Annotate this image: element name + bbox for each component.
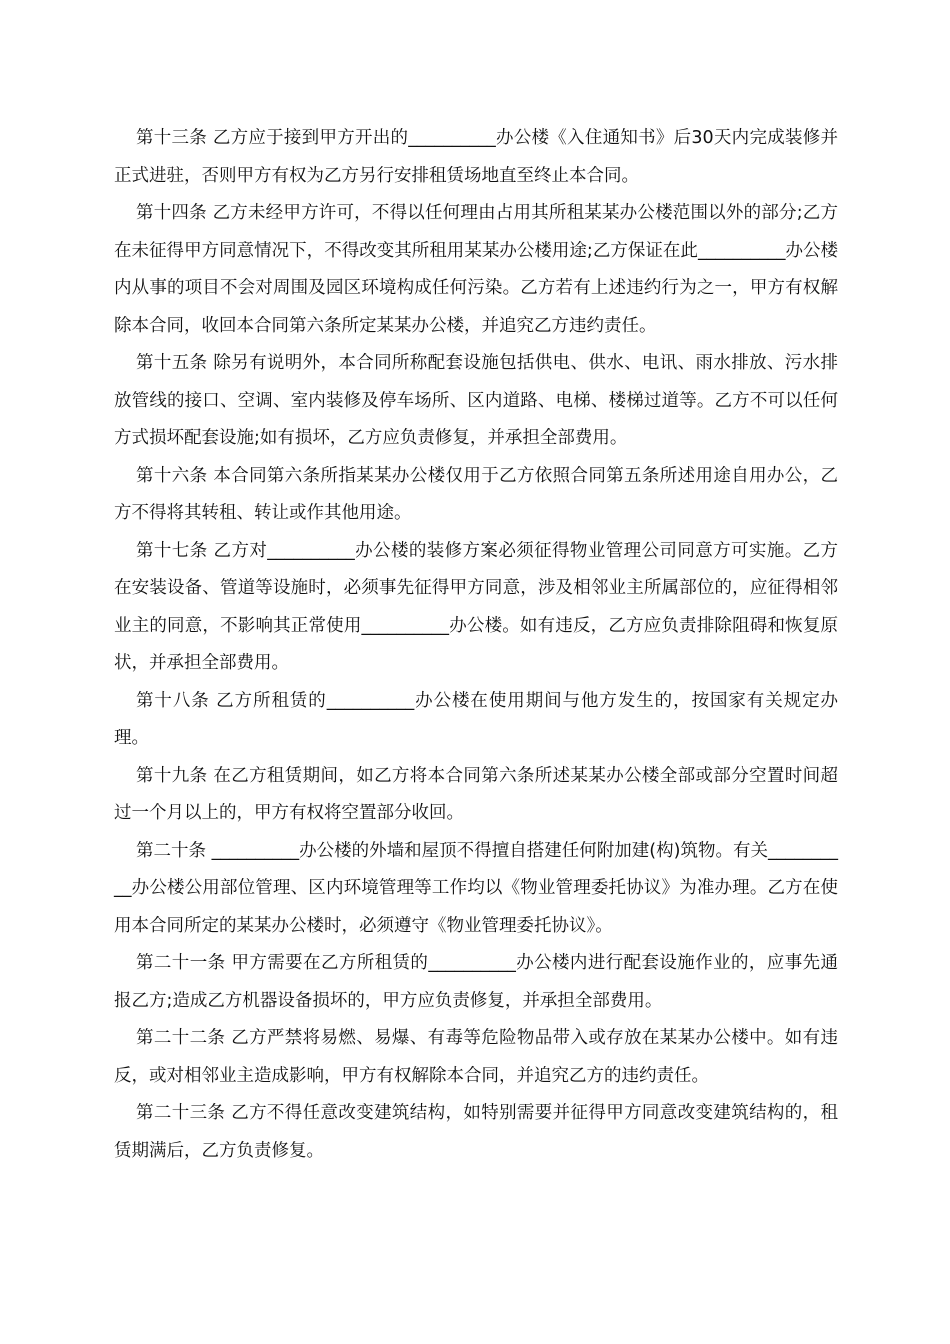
article-18-paragraph: 第十八条 乙方所租赁的__________办公楼在使用期间与他方发生的，按国家有关规定办理。 bbox=[114, 690, 838, 748]
article-22-paragraph: 第二十二条 乙方严禁将易燃、易爆、有毒等危险物品带入或存放在某某办公楼中。如有违反，或对相邻业主造成影响，甲方有权解除本合同，并追究乙方的违约责任。 bbox=[114, 1028, 838, 1086]
article-13-paragraph: 第十三条 乙方应于接到甲方开出的__________办公楼《入住通知书》后30天内完成装修并正式进驻，否则甲方有权为乙方另行安排租赁场地直至终止本合同。 bbox=[114, 128, 838, 186]
article-15-paragraph: 第十五条 除另有说明外，本合同所称配套设施包括供电、供水、电讯、雨水排放、污水排放管线的接口、空调、室内装修及停车场所、区内道路、电梯、楼梯过道等。乙方不可以任何方式损坏配套设施;如有损坏，乙方应负责修复，并承担全部费用。 bbox=[114, 353, 838, 448]
document-body bbox=[114, 120, 838, 1170]
article-20-paragraph: 第二十条 __________办公楼的外墙和屋顶不得擅自搭建任何附加建(构)筑物。有关__________办公楼公用部位管理、区内环境管理等工作均以《物业管理委托协议》为准办理。乙方在使用本合同所定的某某办公楼时，必须遵守《物业管理委托协议》。 bbox=[114, 840, 838, 936]
article-23-paragraph: 第二十三条 乙方不得任意改变建筑结构，如特别需要并征得甲方同意改变建筑结构的，租赁期满后，乙方负责修复。 bbox=[114, 1103, 838, 1161]
article-16-paragraph: 第十六条 本合同第六条所指某某办公楼仅用于乙方依照合同第五条所述用途自用办公，乙方不得将其转租、转让或作其他用途。 bbox=[114, 465, 838, 523]
article-17-paragraph: 第十七条 乙方对__________办公楼的装修方案必须征得物业管理公司同意方可实施。乙方在安装设备、管道等设施时，必须事先征得甲方同意，涉及相邻业主所属部位的，应征得相邻业主的同意，不影响其正常使用__________办公楼。如有违反，乙方应负责排除阻碍和恢复原状，并承担全部费用。 bbox=[114, 540, 838, 673]
article-21-paragraph: 第二十一条 甲方需要在乙方所租赁的__________办公楼内进行配套设施作业的，应事先通报乙方;造成乙方机器设备损坏的，甲方应负责修复，并承担全部费用。 bbox=[114, 953, 838, 1011]
article-19-paragraph: 第十九条 在乙方租赁期间，如乙方将本合同第六条所述某某办公楼全部或部分空置时间超过一个月以上的，甲方有权将空置部分收回。 bbox=[114, 765, 838, 823]
article-14-paragraph: 第十四条 乙方未经甲方许可，不得以任何理由占用其所租某某办公楼范围以外的部分;乙方在未征得甲方同意情况下，不得改变其所租用某某办公楼用途;乙方保证在此__________办公楼内从事的项目不会对周围及园区环境构成任何污染。乙方若有上述违约行为之一，甲方有权解除本合同，收回本合同第六条所定某某办公楼，并追究乙方违约责任。 bbox=[114, 203, 838, 336]
